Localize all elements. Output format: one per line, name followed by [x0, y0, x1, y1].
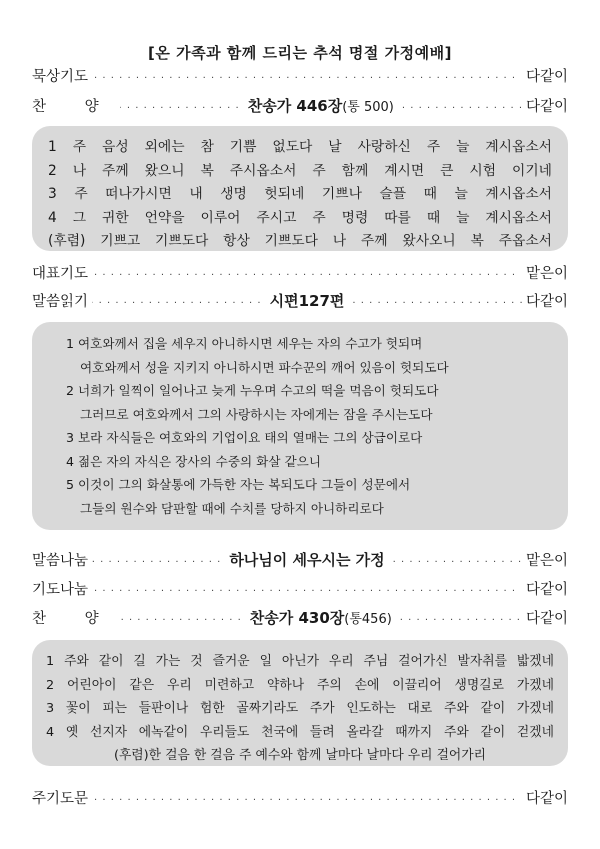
- order-participant: 다같이: [525, 68, 568, 85]
- lyric-line: 1 주 음성 외에는 참 기쁨 없도다 날 사랑하신 주 늘 계시옵소서: [48, 139, 552, 155]
- order-label: 대표기도: [32, 265, 89, 282]
- lyric-line: 2 나 주께 왔으니 복 주시옵소서 주 함께 계시면 큰 시험 이기네: [48, 162, 552, 179]
- dot-leader: [120, 100, 240, 111]
- order-silent-prayer: [32, 64, 568, 86]
- verse-line: 4 젊은 자의 자식은 장사의 수중의 화살 같으니: [66, 453, 322, 469]
- dot-leader: [92, 554, 221, 565]
- dot-leader: [92, 295, 262, 306]
- lyric-line: 2 어린아이 같은 우리 미련하고 약하나 주의 손에 이끌리어 생명길로 가겠네: [46, 677, 554, 693]
- verse-line: 5 이것이 그의 화살통에 가득한 자는 복되도다 그들이 성문에서: [66, 477, 411, 492]
- dot-leader: [352, 295, 522, 306]
- order-label: 묵상기도: [32, 68, 89, 85]
- dot-leader: [402, 100, 522, 111]
- dot-leader: [400, 612, 522, 623]
- dot-leader: [120, 612, 242, 623]
- lyric-line: (후렴)한 걸음 한 걸음 주 예수와 함께 날마다 날마다 우리 걸어가리: [113, 748, 487, 763]
- lyric-line: 4 옛 선지자 에녹같이 우리들도 천국에 들려 올라갈 때까지 주와 같이 걷겠네: [46, 724, 554, 740]
- verse-line: 1 여호와께서 집을 세우지 아니하시면 세우는 자의 수고가 헛되며: [66, 336, 423, 351]
- lyric-line: (후렴) 기쁘고 기쁘도다 항상 기쁘도다 나 주께 왔사오니 복 주옵소서: [48, 233, 552, 249]
- order-participant: 맡은이: [525, 265, 568, 282]
- hymn-lyrics-box-2: [32, 640, 568, 766]
- order-label: 주기도문: [32, 790, 89, 807]
- page-title: [온 가족과 함께 드리는 추석 명절 가정예배]: [148, 44, 452, 62]
- dot-leader: [94, 267, 520, 278]
- dot-leader: [94, 792, 520, 803]
- order-label: 기도나눔: [32, 581, 89, 598]
- hymn-lyrics-1: [32, 126, 568, 254]
- sermon-title: 하나님이 세우시는 가정: [229, 550, 385, 569]
- order-participant: 다같이: [525, 98, 568, 115]
- dot-leader: [94, 583, 520, 594]
- order-label: 찬 양: [32, 98, 116, 115]
- lyric-line: 4 그 귀한 언약을 이루어 주시고 주 명령 따를 때 늘 계시옵소서: [48, 209, 552, 226]
- scripture-text: [32, 322, 568, 520]
- order-label: 말씀나눔: [32, 552, 89, 569]
- dot-leader: [94, 70, 520, 81]
- order-scripture-reading: [32, 289, 568, 311]
- verse-line: 2 너희가 일찍이 일어나고 늦게 누우며 수고의 떡을 먹음이 헛되도다: [66, 383, 439, 398]
- order-hymn-2: [32, 606, 568, 628]
- hymn-title: 찬송가 446장(통 500): [247, 96, 394, 115]
- hymn-old-number: (통 500): [342, 99, 394, 115]
- order-lords-prayer: [32, 786, 568, 808]
- order-label: 말씀읽기: [32, 293, 89, 310]
- hymn-lyrics-box-1: [32, 126, 568, 251]
- scripture-box: [32, 322, 568, 530]
- order-participant: 다같이: [525, 581, 568, 598]
- hymn-lyrics-2: [32, 640, 568, 768]
- order-label: 찬 양: [32, 610, 116, 627]
- hymn-old-number: (통456): [344, 611, 392, 627]
- lyric-line: 3 주 떠나가시면 내 생명 헛되네 기쁘나 슬플 때 늘 계시옵소서: [48, 186, 552, 202]
- order-representative-prayer: [32, 261, 568, 283]
- scripture-reference: 시편127편: [269, 291, 345, 310]
- dot-leader: [393, 554, 522, 565]
- verse-line: 그들의 원수와 담판할 때에 수치를 당하지 아니하리로다: [80, 500, 384, 516]
- lyric-line: 3 꽃이 피는 들판이나 험한 골짜기라도 주가 인도하는 대로 주와 같이 가겠네: [46, 701, 554, 716]
- order-participant: 다같이: [525, 610, 568, 627]
- verse-line: 그러므로 여호와께서 그의 사랑하시는 자에게는 잠을 주시는도다: [80, 406, 433, 422]
- order-participant: 다같이: [525, 790, 568, 807]
- lyric-line: 1 주와 같이 길 가는 것 즐거운 일 아닌가 우리 주님 걸어가신 발자취를 밟겠네: [46, 654, 554, 669]
- order-sermon: [32, 548, 568, 570]
- order-hymn-1: [32, 94, 568, 116]
- verse-line: 3 보라 자식들은 여호와의 기업이요 태의 열매는 그의 상급이로다: [66, 430, 423, 445]
- verse-line: 여호와께서 성을 지키지 아니하시면 파수꾼의 깨어 있음이 헛되도다: [80, 359, 449, 375]
- order-prayer-sharing: [32, 577, 568, 599]
- order-participant: 다같이: [525, 293, 568, 310]
- hymn-title: 찬송가 430장(통456): [249, 608, 392, 627]
- order-participant: 맡은이: [525, 552, 568, 569]
